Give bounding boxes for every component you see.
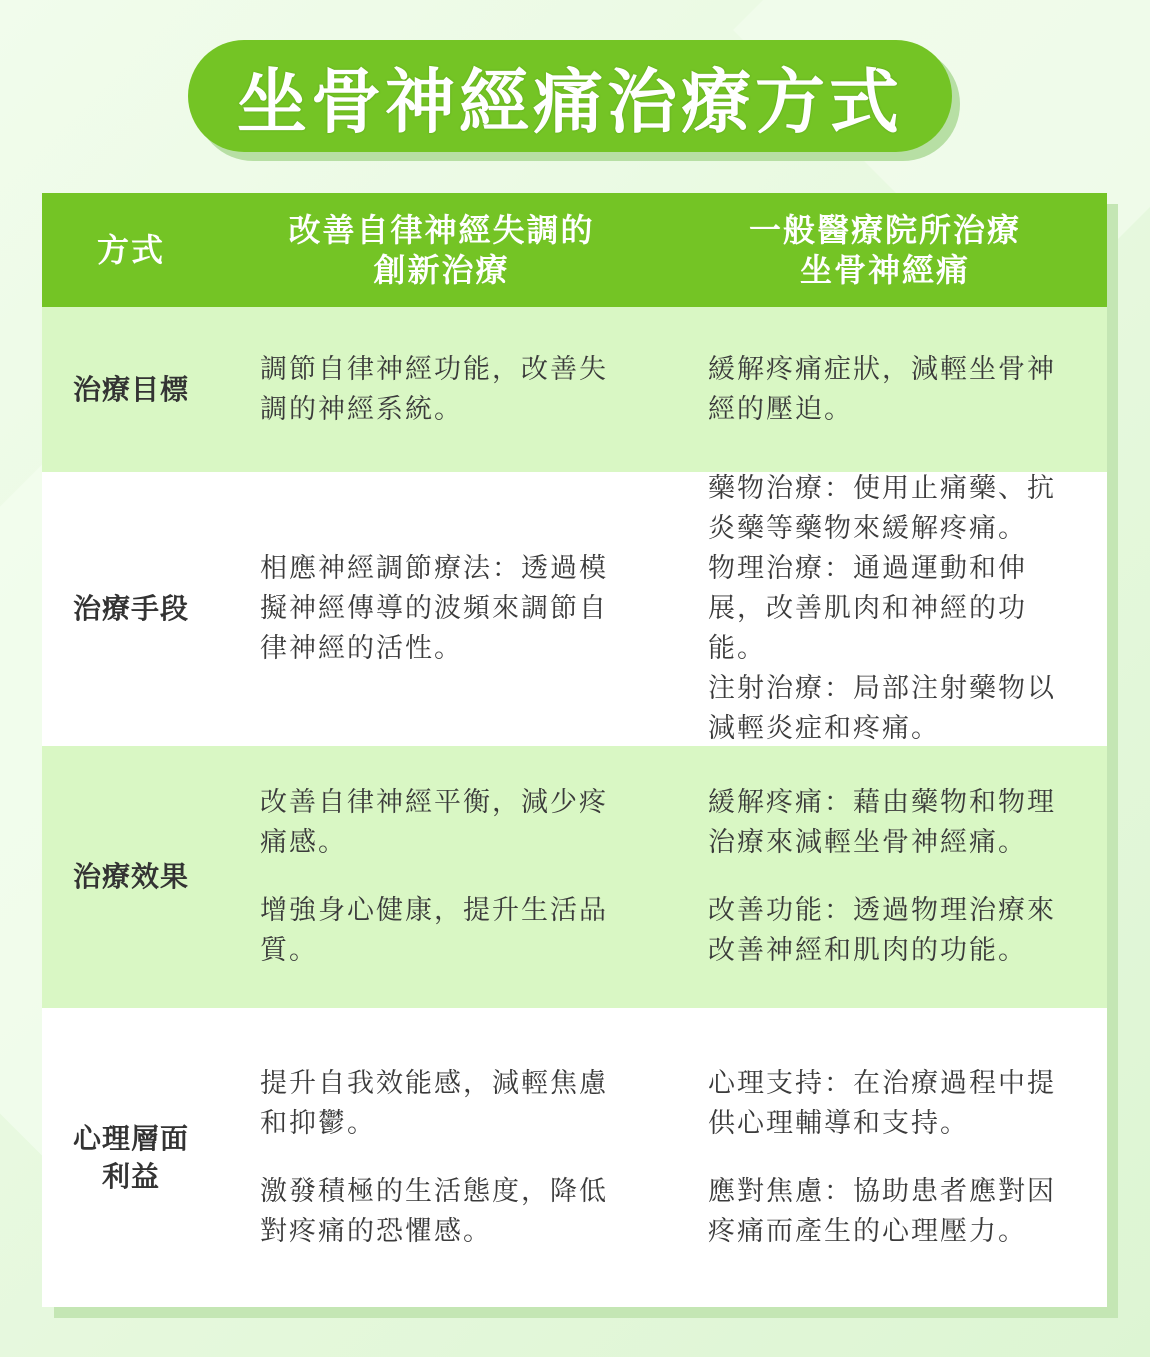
row-label: 治療目標 [72, 372, 189, 406]
innovative-text: 激發積極的生活態度，降低對疼痛的恐懼感。 [260, 1175, 608, 1247]
header-general-line2: 坐骨神經痛 [799, 251, 970, 289]
page-title: 坐骨神經痛治療方式 [237, 60, 903, 143]
row-label-cell [42, 1008, 220, 1307]
general-text: 心理支持：在治療過程中提供心理輔導和支持。 [708, 1067, 1056, 1139]
row-label: 治療效果 [72, 860, 189, 893]
header-cell-innovative [220, 193, 663, 307]
table-row [42, 1008, 1107, 1307]
paragraph-gap [260, 1144, 663, 1172]
innovative-text: 增強身心健康，提升生活品質。 [260, 895, 608, 966]
row-label-cell [42, 746, 220, 1008]
row-label: 利益 [101, 1159, 160, 1193]
innovative-cell [220, 307, 663, 472]
innovative-text: 相應神經調節療法：透過模擬神經傳導的波頻來調節自律神經的活性。 [260, 553, 608, 664]
general-cell [663, 307, 1107, 472]
general-text: 物理治療：通過運動和伸展，改善肌肉和神經的功能。 [708, 553, 1027, 664]
paragraph-gap [708, 863, 1107, 891]
general-text: 藥物治療：使用止痛藥、抗炎藥等藥物來緩解疼痛。 [708, 473, 1056, 544]
general-text: 緩解疼痛：藉由藥物和物理治療來減輕坐骨神經痛。 [708, 787, 1056, 858]
comparison-table [42, 193, 1107, 1307]
paragraph-gap [708, 1144, 1107, 1172]
row-label: 心理層面 [72, 1121, 189, 1155]
table-row [42, 746, 1107, 1008]
table-row [42, 472, 1107, 746]
paragraph-gap [260, 863, 663, 891]
general-cell [663, 472, 1107, 746]
table-header-row [42, 193, 1107, 307]
row-label-cell [42, 472, 220, 746]
innovative-cell [220, 1008, 663, 1307]
innovative-text: 提升自我效能感，減輕焦慮和抑鬱。 [260, 1067, 608, 1139]
general-text: 應對焦慮：協助患者應對因疼痛而產生的心理壓力。 [708, 1175, 1056, 1247]
title-banner [188, 40, 952, 152]
header-innovative-line2: 創新治療 [373, 251, 510, 289]
table-row [42, 307, 1107, 472]
innovative-text: 調節自律神經功能，改善失調的神經系統。 [260, 353, 608, 425]
row-label-cell [42, 307, 220, 472]
innovative-cell [220, 472, 663, 746]
innovative-text: 改善自律神經平衡，減少疼痛感。 [260, 787, 608, 858]
general-text: 注射治療：局部注射藥物以減輕炎症和疼痛。 [708, 673, 1056, 744]
header-general-line1: 一般醫療院所治療 [748, 211, 1021, 249]
header-cell-general [663, 193, 1107, 307]
innovative-cell [220, 746, 663, 1008]
row-label: 治療手段 [72, 592, 189, 625]
header-method-label: 方式 [96, 231, 165, 269]
general-text: 改善功能：透過物理治療來改善神經和肌肉的功能。 [708, 895, 1056, 966]
general-cell [663, 1008, 1107, 1307]
header-innovative-line1: 改善自律神經失調的 [288, 211, 595, 249]
general-cell [663, 746, 1107, 1008]
header-cell-method [42, 193, 220, 307]
general-text: 緩解疼痛症狀，減輕坐骨神經的壓迫。 [708, 353, 1056, 425]
